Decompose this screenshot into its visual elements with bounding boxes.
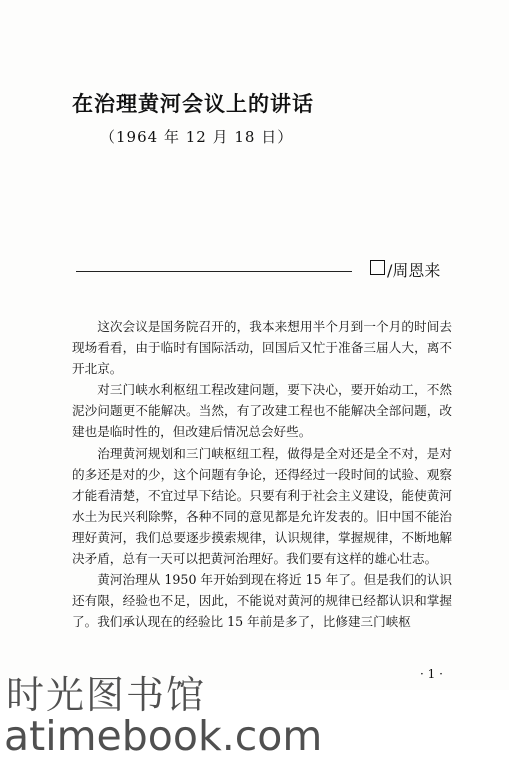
author-box-icon xyxy=(370,260,385,275)
document-date: （1964 年 12 月 18 日） xyxy=(100,128,294,146)
document-title: 在治理黄河会议上的讲话 xyxy=(72,91,314,116)
paragraph-2: 对三门峡水利枢纽工程改建问题，要下决心，要开始动工，不然泥沙问题更不能解决。当然，有了改建工程也不能解决全部问题，改建也是临时性的，但改建后情况总会好些。 xyxy=(72,382,452,440)
byline xyxy=(76,257,448,283)
body-text xyxy=(72,316,452,632)
paragraph-3: 治理黄河规划和三门峡枢纽工程，做得是全对还是全不对，是对的多还是对的少，这个问题有争论，还得经过一段时间的试验、观察才能看清楚，不宜过早下结论。只要有利于社会主义建设，能使黄河水土为民兴利除弊，各种不同的意见都是允许发表的。旧中国不能治理好黄河，我们总要逐步摸索规律，认识规律，掌握规律，不断地解决矛盾，总有一天可以把黄河治理好。我们要有这样的雄心壮志。 xyxy=(72,445,452,567)
page-number: · 1 · xyxy=(420,667,443,681)
author-name: /周恩来 xyxy=(387,261,441,280)
watermark-chinese: 时光图书馆 xyxy=(6,673,207,717)
paragraph-4: 黄河治理从 1950 年开始到现在将近 15 年了。但是我们的认识还有限，经验也不足，因此，不能说对黄河的规律已经都认识和掌握了。我们承认现在的经验比 15 年前是多了，比修建三门峡枢 xyxy=(72,572,452,630)
paragraph-1: 这次会议是国务院召开的，我本来想用半个月到一个月的时间去现场看看，由于临时有国际活动，回国后又忙于准备三届人大，离不开北京。 xyxy=(72,319,452,377)
watermark-domain: atimebook.com xyxy=(4,712,323,760)
byline-rule xyxy=(76,271,352,272)
